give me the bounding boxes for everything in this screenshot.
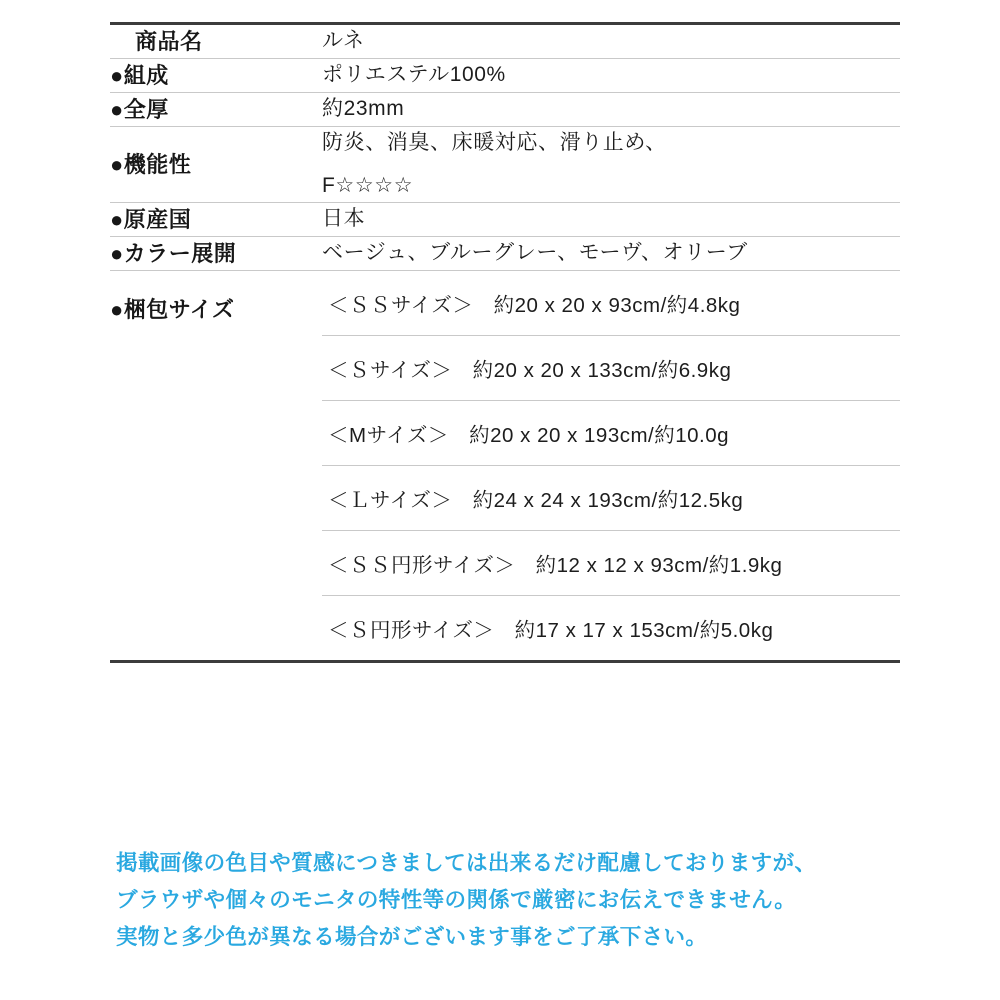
table-row: [110, 59, 900, 93]
spec-label: ●機能性: [110, 127, 322, 203]
spec-label: ●カラー展開: [110, 237, 322, 271]
spec-label: ●全厚: [110, 93, 322, 127]
packaging-row: [322, 596, 900, 661]
table-row: [110, 203, 900, 237]
disclaimer-line-2: ブラウザや個々のモニタの特性等の関係で厳密にお伝えできません。: [116, 887, 797, 912]
packaging-size-value: 約20 x 20 x 193cm/約10.0g: [469, 424, 730, 448]
packaging-size-label: ＜Ｌサイズ＞: [328, 489, 453, 513]
packaging-row: [322, 401, 900, 466]
packaging-size-value: 約12 x 12 x 93cm/約1.9kg: [535, 554, 783, 578]
spec-label: ●組成: [110, 59, 322, 93]
table-row: [110, 93, 900, 127]
packaging-size-value: 約17 x 17 x 153cm/約5.0kg: [514, 619, 774, 643]
list-item: [322, 596, 900, 661]
table-row-packaging: [110, 271, 900, 662]
packaging-size-value: 約20 x 20 x 133cm/約6.9kg: [472, 359, 732, 383]
packaging-size-value: 約24 x 24 x 193cm/約12.5kg: [472, 489, 744, 513]
packaging-size-label: ＜ＳＳサイズ＞: [328, 294, 474, 318]
spec-value: 約23mm: [322, 93, 900, 127]
list-item: [322, 336, 900, 401]
spec-value-line1: 防炎、消臭、床暖対応、滑り止め、: [322, 131, 667, 154]
packaging-size-label: ＜Ｓサイズ＞: [328, 359, 453, 383]
list-item: [322, 271, 900, 336]
spec-label-packaging: ●梱包サイズ: [110, 271, 322, 662]
spec-label: 商品名: [110, 24, 322, 59]
list-item: [322, 531, 900, 596]
disclaimer-line-1: 掲載画像の色目や質感につきましては出来るだけ配慮しておりますが、: [116, 851, 817, 875]
spec-value: ポリエステル100%: [322, 59, 900, 93]
table-row: [110, 127, 900, 203]
spec-label: ●原産国: [110, 203, 322, 237]
disclaimer-note: [116, 845, 916, 956]
disclaimer-line-3: 実物と多少色が異なる場合がございます事をご了承下さい。: [116, 924, 708, 949]
spec-value: ベージュ、ブルーグレー、モーヴ、オリーブ: [322, 237, 900, 271]
packaging-size-label: ＜Mサイズ＞: [328, 424, 449, 448]
packaging-row: [322, 336, 900, 401]
packaging-row: [322, 271, 900, 336]
packaging-size-label: ＜ＳＳ円形サイズ＞: [328, 554, 516, 578]
spec-value: ルネ: [322, 24, 900, 59]
list-item: [322, 401, 900, 466]
packaging-row: [322, 531, 900, 596]
packaging-size-label: ＜Ｓ円形サイズ＞: [328, 619, 495, 643]
packaging-size-group: [322, 271, 900, 662]
packaging-size-table: [322, 271, 900, 660]
spec-value: 日本: [322, 203, 900, 237]
packaging-size-value: 約20 x 20 x 93cm/約4.8kg: [493, 294, 741, 318]
spec-value-line2: F☆☆☆☆: [322, 173, 414, 197]
packaging-row: [322, 466, 900, 531]
specification-table: [110, 22, 900, 663]
spec-value: [322, 127, 900, 203]
list-item: [322, 466, 900, 531]
table-row: [110, 24, 900, 59]
table-row: [110, 237, 900, 271]
